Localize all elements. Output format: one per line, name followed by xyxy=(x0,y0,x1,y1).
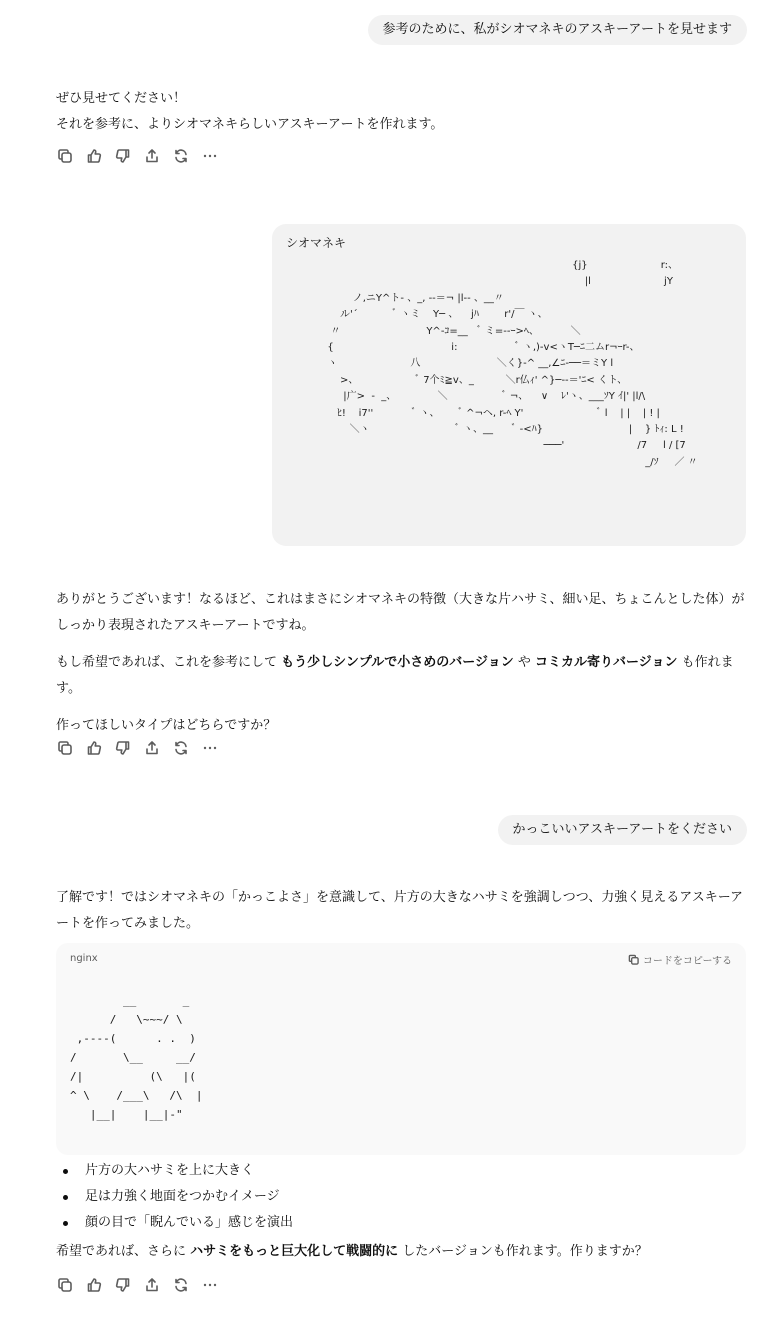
list-item: 足は力強く地面をつかむイメージ xyxy=(56,1184,293,1210)
more-icon[interactable] xyxy=(201,147,219,165)
bullet-list xyxy=(56,1158,293,1236)
code-block xyxy=(56,943,746,1155)
text-segment: したバージョンも作れます。作りますか？ xyxy=(398,1244,648,1259)
share-icon[interactable] xyxy=(143,739,161,757)
thumbs-up-icon[interactable] xyxy=(85,147,103,165)
code-content[interactable]: __ _ / \~~~/ \ ,----( . . ) / \__ __/ /| (\ |( ^ \ /___\ /\ | |__| |__|-" xyxy=(70,994,203,1121)
assistant-paragraph xyxy=(56,1239,746,1265)
user-message-3 xyxy=(498,815,747,845)
text-segment: 希望であれば、さらに xyxy=(56,1244,191,1259)
assistant-message-2 xyxy=(56,587,746,739)
message-actions-1 xyxy=(56,147,219,165)
list-item: 顔の目で「睨んでいる」感じを演出 xyxy=(56,1210,293,1236)
text-segment: もし希望であれば、これを参考にして xyxy=(56,655,282,670)
bold-text: もう少しシンプルで小さめのバージョン xyxy=(281,655,514,670)
bold-text: コミカル寄りバージョン xyxy=(535,655,678,670)
code-language-label: nginx xyxy=(70,953,98,964)
list-item: 片方の大ハサミを上に大きく xyxy=(56,1158,293,1184)
thumbs-down-icon[interactable] xyxy=(114,739,132,757)
more-icon[interactable] xyxy=(201,1276,219,1294)
share-icon[interactable] xyxy=(143,147,161,165)
copy-code-label: コードをコピーする xyxy=(642,956,732,967)
assistant-text-line: ぜひ見せてください！ xyxy=(56,91,187,106)
bold-text: ハサミをもっと巨大化して戦闘的に xyxy=(190,1244,399,1259)
regenerate-icon[interactable] xyxy=(172,147,190,165)
message-actions-3 xyxy=(56,1276,219,1294)
assistant-message-3 xyxy=(56,885,746,937)
thumbs-up-icon[interactable] xyxy=(85,1276,103,1294)
share-icon[interactable] xyxy=(143,1276,161,1294)
ascii-title: シオマネキ xyxy=(286,236,347,250)
user-message-1 xyxy=(368,15,747,45)
copy-icon xyxy=(628,954,639,965)
message-actions-2 xyxy=(56,739,219,757)
copy-icon[interactable] xyxy=(56,739,74,757)
text-segment: も作れます。 xyxy=(56,655,734,696)
text-segment: や xyxy=(513,655,536,670)
user-message-2 xyxy=(272,224,746,546)
assistant-message-1 xyxy=(56,86,746,138)
assistant-paragraph: ありがとうございます！なるほど、これはまさにシオマネキの特徴（大きな片ハサミ、細い足、ちょこんとした体）がしっかり表現されたアスキーアートですね。 xyxy=(56,592,745,633)
regenerate-icon[interactable] xyxy=(172,739,190,757)
copy-icon[interactable] xyxy=(56,147,74,165)
user-message-text: 参考のために、私がシオマネキのアスキーアートを見せます xyxy=(382,22,732,37)
copy-icon[interactable] xyxy=(56,1276,74,1294)
assistant-closing xyxy=(56,1239,746,1265)
thumbs-up-icon[interactable] xyxy=(85,739,103,757)
ascii-art: {j} r:、 |l jY ノ,ニY^ト- 、_, --＝¬ |l-- 、__〃 ル'´ ﾞ ヽミ Y─ 、 jﾊ r'/￣ ヽ、 〃 Y^-ｺ=__ ﾞ ミ=--ｰ>ﾍ、 ＼ { i: ﾞ ヽ,)-v<ヽT─ﾆ二ムr¬ｰr-、 ヽ 八 ＼く}-^ __,∠ﾆ-──＝ミY l >、 ﾞ 7个ﾐ≧v、_ ＼r仏ｨ' ^}─--＝'ﾆ< くト、 |广> - _、 ＼ ﾞ ¬、 ∨ ﾚ'ヽ、___ｿY ｲ|' |l/\ ﾋ! i7'' ﾞ ヽ、 ﾞ ^¬ヘ, r-ﾍ Y' ﾞ l | | | ! | ＼ヽ ﾞ ヽ、__ ﾞ ‐<ﾊ} | } ﾄｨ: L ! ───' /7 l / [7 _/ｿ ／ 〃 xyxy=(327,260,698,468)
assistant-paragraph: 作ってほしいタイプはどちらですか？ xyxy=(56,718,277,733)
copy-code-button[interactable] xyxy=(628,952,732,967)
thumbs-down-icon[interactable] xyxy=(114,1276,132,1294)
assistant-paragraph: 了解です！ではシオマネキの「かっこよさ」を意識して、片方の大きなハサミを強調しつつ、力強く見えるアスキーアートを作ってみました。 xyxy=(56,890,744,931)
assistant-paragraph xyxy=(56,650,746,702)
regenerate-icon[interactable] xyxy=(172,1276,190,1294)
more-icon[interactable] xyxy=(201,739,219,757)
thumbs-down-icon[interactable] xyxy=(114,147,132,165)
assistant-text-line: それを参考に、よりシオマネキらしいアスキーアートを作れます。 xyxy=(56,117,444,132)
user-message-text: かっこいいアスキーアートをください xyxy=(512,822,732,837)
